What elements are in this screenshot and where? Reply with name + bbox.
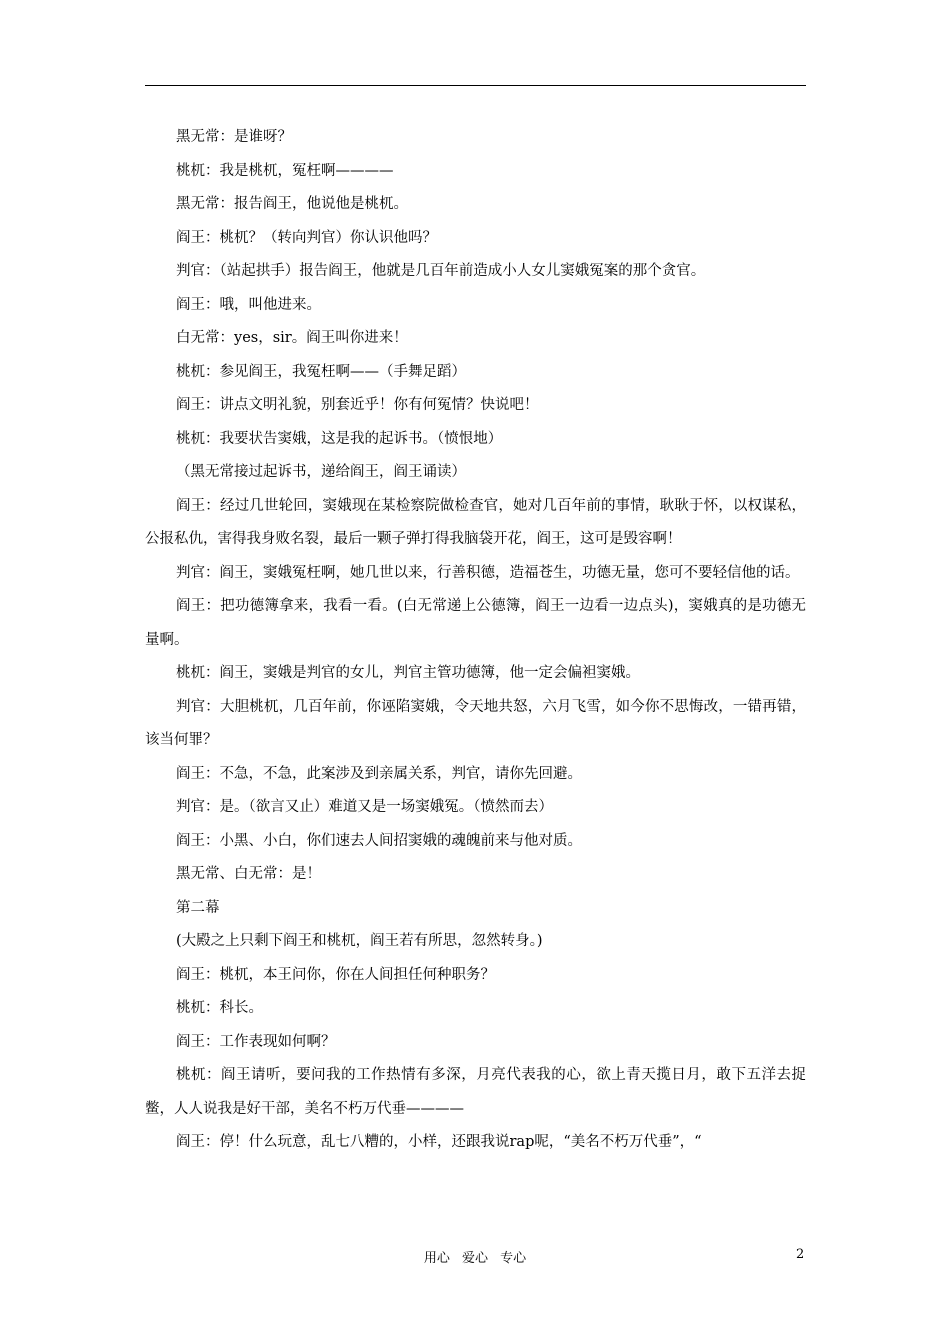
paragraph: 阎王：工作表现如何啊？ [176,1033,336,1050]
paragraph: 阎王：停！什么玩意，乱七八糟的，小样，还跟我说rap呢，“美名不朽万代垂”，“ [176,1134,702,1150]
paragraph: 阎王：经过几世轮回，窦娥现在某检察院做检查官，她对几百年前的事情，耿耿于怀，以权谋私，公报私仇，害得我身败名裂，最后一颗子弹打得我脑袋开花，阎王，这可是毁容啊！ [145,497,806,547]
page-number: 2 [796,1247,805,1262]
paragraph: 阎王：哦，叫他进来。 [176,296,321,313]
paragraph: 桃杌：我是桃杌，冤枉啊———— [176,162,394,179]
paragraph: 桃杌：参见阎王，我冤枉啊——（手舞足蹈） [176,363,466,380]
paragraph: 桃杌：阎王，窦娥是判官的女儿，判官主管功德簿，他一定会偏袒窦娥。 [176,665,640,681]
stage-direction: (大殿之上只剩下阎王和桃杌，阎王若有所思，忽然转身。) [176,933,543,949]
paragraph: 阎王：不急，不急，此案涉及到亲属关系，判官，请你先回避。 [176,765,582,782]
paragraph: 判官：（站起拱手）报告阎王，他就是几百年前造成小人女儿窦娥冤案的那个贪官。 [176,263,706,279]
paragraph: 桃杌：我要状告窦娥，这是我的起诉书。（愤恨地） [176,430,503,447]
paragraph: 阎王：小黑、小白，你们速去人间招窦娥的魂魄前来与他对质。 [176,832,582,849]
stage-direction: （黑无常接过起诉书，递给阎王，阎王诵读） [176,464,466,480]
paragraph: 黑无常：是谁呀？ [176,129,292,145]
footer-motto: 用心 爱心 专心 [423,1251,527,1266]
paragraph: 阎王：讲点文明礼貌，别套近乎！你有何冤情？快说吧！ [176,397,539,413]
paragraph: 判官：大胆桃杌，几百年前，你诬陷窦娥，令天地共怒，六月飞雪，如今你不思悔改，一错再错，该当何罪？ [145,698,806,748]
paragraph: 阎王：把功德簿拿来，我看一看。(白无常递上公德簿，阎王一边看一边点头)，窦娥真的是功德无量啊。 [145,598,806,648]
document-body [145,121,806,1160]
paragraph: 阎王：桃杌，本王问你，你在人间担任何种职务？ [176,966,495,983]
paragraph: 阎王：桃杌？（转向判官）你认识他吗？ [176,229,437,246]
paragraph: 黑无常、白无常：是！ [176,866,321,882]
header-rule [145,85,806,86]
paragraph: 黑无常：报告阎王，他说他是桃杌。 [176,196,408,212]
paragraph: 判官：是。（欲言又止）难道又是一场窦娥冤。（愤然而去） [176,799,553,815]
paragraph: 判官：阎王，窦娥冤枉啊，她几世以来，行善积德，造福苍生，功德无量，您可不要轻信他的话。 [176,564,800,581]
paragraph: 桃杌：科长。 [176,1000,263,1016]
paragraph: 白无常：yes，sir。阎王叫你进来！ [176,330,408,346]
paragraph: 桃杌：阎王请听，要问我的工作热情有多深，月亮代表我的心，欲上青天揽日月，敢下五洋去捉鳖，人人说我是好干部，美名不朽万代垂———— [145,1067,806,1117]
act-heading: 第二幕 [176,899,220,916]
